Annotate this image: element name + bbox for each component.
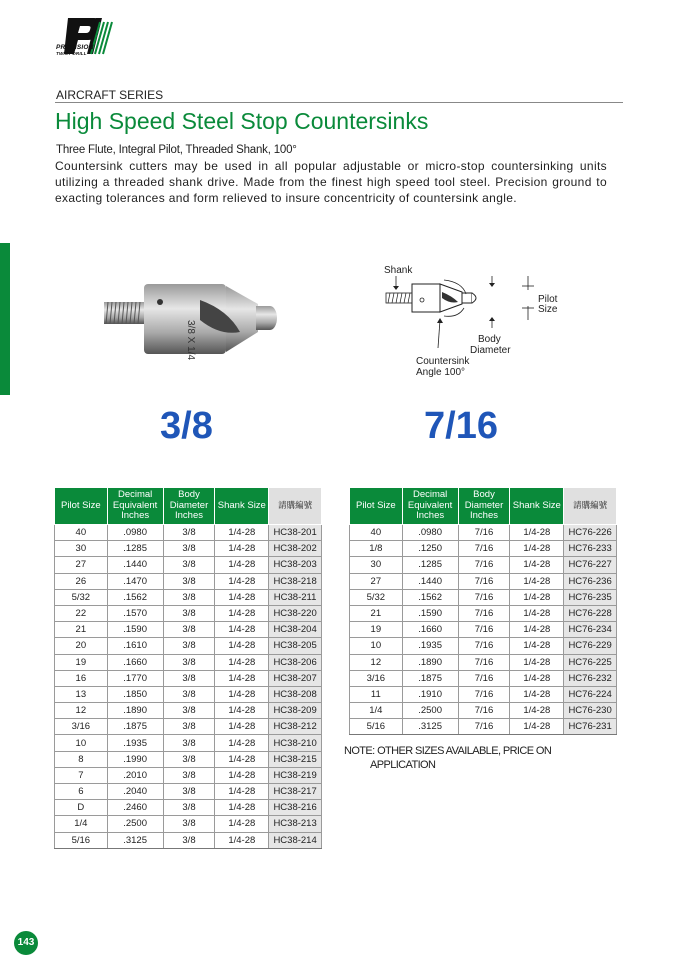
cell-shank-size: 1/4-28: [215, 832, 269, 848]
cell-pilot-size: 7: [55, 767, 108, 783]
cell-shank-size: 1/4-28: [215, 816, 269, 832]
cell-shank-size: 1/4-28: [215, 735, 269, 751]
cell-shank-size: 1/4-28: [510, 605, 564, 621]
table-row: [55, 767, 322, 783]
cell-body-diameter: 3/8: [163, 557, 215, 573]
product-description: Countersink cutters may be used in all popular adjustable or micro-stop countersinking units utilizing a threaded shank drive. Made from the finest high speed tool steel. Precision ground to exacting tolerances and form relieved to insure concentricity of countersink angle.: [55, 159, 607, 205]
brand-tagline: TWIST DRILL: [56, 51, 87, 56]
cell-shank-size: 1/4-28: [215, 784, 269, 800]
cell-body-diameter: 3/8: [163, 751, 215, 767]
cell-shank-size: 1/4-28: [510, 525, 564, 541]
table-row: [55, 589, 322, 605]
cell-shank-size: 1/4-28: [215, 654, 269, 670]
cell-shank-size: 1/4-28: [510, 638, 564, 654]
col-shank-size: Shank Size: [215, 488, 269, 525]
col-decimal: Decimal Equivalent Inches: [402, 488, 458, 525]
cell-pilot-size: 10: [55, 735, 108, 751]
cell-decimal: .0980: [107, 525, 163, 541]
cell-order-code: HC38-213: [269, 816, 322, 832]
cell-shank-size: 1/4-28: [510, 719, 564, 735]
cell-body-diameter: 7/16: [458, 670, 510, 686]
cell-shank-size: 1/4-28: [510, 557, 564, 573]
table-row: [55, 525, 322, 541]
cell-decimal: .2010: [107, 767, 163, 783]
cell-pilot-size: 22: [55, 605, 108, 621]
cell-shank-size: 1/4-28: [215, 557, 269, 573]
cell-body-diameter: 7/16: [458, 686, 510, 702]
diagram-body-label-2: Diameter: [470, 345, 511, 356]
cell-shank-size: 1/4-28: [215, 703, 269, 719]
cell-decimal: .1285: [107, 541, 163, 557]
cell-order-code: HC38-215: [269, 751, 322, 767]
cell-pilot-size: D: [55, 800, 108, 816]
cell-body-diameter: 3/8: [163, 654, 215, 670]
cell-body-diameter: 3/8: [163, 735, 215, 751]
table-row: [55, 557, 322, 573]
cell-shank-size: 1/4-28: [510, 670, 564, 686]
cell-order-code: HC38-220: [269, 605, 322, 621]
cell-pilot-size: 8: [55, 751, 108, 767]
cell-decimal: .2460: [107, 800, 163, 816]
cell-shank-size: 1/4-28: [510, 622, 564, 638]
series-label: AIRCRAFT SERIES: [56, 88, 164, 102]
table-row: [55, 816, 322, 832]
cell-decimal: .1590: [107, 622, 163, 638]
cell-body-diameter: 7/16: [458, 541, 510, 557]
cell-order-code: HC38-201: [269, 525, 322, 541]
table-row: [55, 832, 322, 848]
cell-pilot-size: 1/4: [350, 703, 403, 719]
cell-body-diameter: 3/8: [163, 719, 215, 735]
cell-body-diameter: 3/8: [163, 832, 215, 848]
cell-body-diameter: 7/16: [458, 573, 510, 589]
col-shank-size: Shank Size: [510, 488, 564, 525]
table-row: [350, 573, 617, 589]
col-pilot-size: Pilot Size: [55, 488, 108, 525]
cell-shank-size: 1/4-28: [510, 654, 564, 670]
availability-note: [344, 744, 551, 772]
cell-body-diameter: 3/8: [163, 800, 215, 816]
table-row: [55, 686, 322, 702]
cell-order-code: HC38-205: [269, 638, 322, 654]
cell-order-code: HC76-231: [564, 719, 617, 735]
cell-pilot-size: 16: [55, 670, 108, 686]
cell-body-diameter: 3/8: [163, 622, 215, 638]
cell-decimal: .1875: [107, 719, 163, 735]
table-row: [55, 670, 322, 686]
table-row: [350, 622, 617, 638]
cell-order-code: HC76-233: [564, 541, 617, 557]
cell-order-code: HC76-226: [564, 525, 617, 541]
table-header-row: [350, 488, 617, 525]
cell-order-code: HC38-219: [269, 767, 322, 783]
cell-decimal: .1910: [402, 686, 458, 702]
table-row: [55, 784, 322, 800]
cell-order-code: HC38-211: [269, 589, 322, 605]
diagram-angle-label: Countersink: [416, 356, 470, 367]
cell-shank-size: 1/4-28: [215, 751, 269, 767]
cell-decimal: .1590: [402, 605, 458, 621]
cell-order-code: HC76-229: [564, 638, 617, 654]
cell-shank-size: 1/4-28: [215, 638, 269, 654]
cell-decimal: .2040: [107, 784, 163, 800]
cell-body-diameter: 7/16: [458, 589, 510, 605]
table-row: [350, 686, 617, 702]
cell-shank-size: 1/4-28: [215, 686, 269, 702]
cell-pilot-size: 5/16: [350, 719, 403, 735]
cell-order-code: HC38-202: [269, 541, 322, 557]
col-decimal: Decimal Equivalent Inches: [107, 488, 163, 525]
table-row: [55, 605, 322, 621]
countersink-photo: [100, 280, 290, 360]
cell-shank-size: 1/4-28: [510, 573, 564, 589]
cell-shank-size: 1/4-28: [215, 589, 269, 605]
cell-body-diameter: 3/8: [163, 589, 215, 605]
col-body-diameter: Body Diameter Inches: [458, 488, 510, 525]
brand-name: [56, 45, 94, 57]
cell-body-diameter: 7/16: [458, 703, 510, 719]
cell-pilot-size: 21: [55, 622, 108, 638]
cell-order-code: HC38-207: [269, 670, 322, 686]
cell-body-diameter: 7/16: [458, 622, 510, 638]
cell-body-diameter: 7/16: [458, 525, 510, 541]
size-label-left: 3/8: [160, 405, 213, 447]
cell-body-diameter: 3/8: [163, 605, 215, 621]
cell-pilot-size: 12: [350, 654, 403, 670]
table-row: [55, 638, 322, 654]
cell-pilot-size: 5/32: [350, 589, 403, 605]
diagram-pilot-label: Pilot: [538, 294, 558, 305]
section-tab-bar: [0, 243, 10, 395]
cell-order-code: HC38-209: [269, 703, 322, 719]
cell-shank-size: 1/4-28: [215, 670, 269, 686]
cell-pilot-size: 26: [55, 573, 108, 589]
col-pilot-size: Pilot Size: [350, 488, 403, 525]
cell-decimal: .1470: [107, 573, 163, 589]
cell-pilot-size: 19: [350, 622, 403, 638]
table-row: [350, 557, 617, 573]
cell-shank-size: 1/4-28: [215, 605, 269, 621]
cell-decimal: .0980: [402, 525, 458, 541]
cell-decimal: .1660: [402, 622, 458, 638]
cell-pilot-size: 19: [55, 654, 108, 670]
cell-order-code: HC76-234: [564, 622, 617, 638]
cell-pilot-size: 27: [350, 573, 403, 589]
cell-order-code: HC76-225: [564, 654, 617, 670]
cell-body-diameter: 3/8: [163, 670, 215, 686]
header-divider: [55, 102, 623, 103]
cell-shank-size: 1/4-28: [510, 541, 564, 557]
cell-pilot-size: 6: [55, 784, 108, 800]
cell-decimal: .1770: [107, 670, 163, 686]
cell-order-code: HC76-228: [564, 605, 617, 621]
cell-pilot-size: 3/16: [55, 719, 108, 735]
cell-body-diameter: 3/8: [163, 573, 215, 589]
cell-decimal: .1875: [402, 670, 458, 686]
cell-pilot-size: 10: [350, 638, 403, 654]
table-row: [55, 703, 322, 719]
cell-body-diameter: 3/8: [163, 816, 215, 832]
cell-order-code: HC76-232: [564, 670, 617, 686]
cell-body-diameter: 7/16: [458, 605, 510, 621]
cell-pilot-size: 30: [55, 541, 108, 557]
size-label-right: 7/16: [424, 405, 498, 447]
page-subtitle: Three Flute, Integral Pilot, Threaded Shank, 100°: [56, 144, 297, 156]
cell-body-diameter: 3/8: [163, 703, 215, 719]
cell-shank-size: 1/4-28: [215, 622, 269, 638]
cell-body-diameter: 3/8: [163, 686, 215, 702]
col-order-code: 請購編號: [269, 488, 322, 525]
cell-order-code: HC38-204: [269, 622, 322, 638]
cell-decimal: .3125: [402, 719, 458, 735]
table-row: [55, 735, 322, 751]
cell-shank-size: 1/4-28: [510, 703, 564, 719]
cell-decimal: .2500: [402, 703, 458, 719]
table-row: [55, 800, 322, 816]
cell-shank-size: 1/4-28: [215, 525, 269, 541]
cell-pilot-size: 21: [350, 605, 403, 621]
cell-pilot-size: 40: [55, 525, 108, 541]
cell-pilot-size: 20: [55, 638, 108, 654]
cell-body-diameter: 7/16: [458, 638, 510, 654]
cell-order-code: HC76-235: [564, 589, 617, 605]
cell-decimal: .1935: [402, 638, 458, 654]
cell-pilot-size: 11: [350, 686, 403, 702]
col-order-code: 請購編號: [564, 488, 617, 525]
cell-pilot-size: 30: [350, 557, 403, 573]
table-header-row: [55, 488, 322, 525]
cell-decimal: .1890: [107, 703, 163, 719]
cell-shank-size: 1/4-28: [215, 573, 269, 589]
table-row: [350, 541, 617, 557]
diagram-pilot-label-2: Size: [538, 304, 558, 315]
cell-decimal: .1570: [107, 605, 163, 621]
cell-order-code: HC38-208: [269, 686, 322, 702]
table-row: [350, 670, 617, 686]
cell-body-diameter: 3/8: [163, 525, 215, 541]
cell-decimal: .1935: [107, 735, 163, 751]
table-row: [55, 751, 322, 767]
cell-shank-size: 1/4-28: [215, 800, 269, 816]
cell-body-diameter: 3/8: [163, 638, 215, 654]
table-row: [350, 638, 617, 654]
cell-pilot-size: 12: [55, 703, 108, 719]
cell-decimal: .1285: [402, 557, 458, 573]
table-row: [55, 622, 322, 638]
cell-order-code: HC38-218: [269, 573, 322, 589]
cell-pilot-size: 27: [55, 557, 108, 573]
cell-decimal: .1990: [107, 751, 163, 767]
cell-order-code: HC38-203: [269, 557, 322, 573]
cell-order-code: HC38-210: [269, 735, 322, 751]
diagram-shank-label: Shank: [384, 265, 413, 276]
page-title: High Speed Steel Stop Countersinks: [55, 108, 429, 134]
cell-body-diameter: 7/16: [458, 557, 510, 573]
brand-name-text: PRECISION: [56, 44, 94, 51]
table-row: [55, 573, 322, 589]
cell-body-diameter: 3/8: [163, 767, 215, 783]
cell-body-diameter: 7/16: [458, 654, 510, 670]
col-body-diameter: Body Diameter Inches: [163, 488, 215, 525]
table-row: [350, 703, 617, 719]
cell-order-code: HC76-236: [564, 573, 617, 589]
table-row: [350, 589, 617, 605]
cell-pilot-size: 3/16: [350, 670, 403, 686]
table-row: [350, 719, 617, 735]
cell-order-code: HC38-206: [269, 654, 322, 670]
cell-shank-size: 1/4-28: [510, 589, 564, 605]
table-row: [55, 654, 322, 670]
cell-pilot-size: 5/16: [55, 832, 108, 848]
photo-engraving: 3/8 X 1/4: [185, 320, 196, 360]
cell-pilot-size: 13: [55, 686, 108, 702]
cell-order-code: HC76-227: [564, 557, 617, 573]
cell-decimal: .1250: [402, 541, 458, 557]
cell-pilot-size: 5/32: [55, 589, 108, 605]
cell-decimal: .1660: [107, 654, 163, 670]
cell-shank-size: 1/4-28: [215, 767, 269, 783]
cell-decimal: .1890: [402, 654, 458, 670]
spec-table-left: [54, 487, 322, 849]
cell-decimal: .1562: [402, 589, 458, 605]
spec-table-right: [349, 487, 617, 735]
cell-pilot-size: 40: [350, 525, 403, 541]
cell-decimal: .1440: [402, 573, 458, 589]
table-row: [55, 719, 322, 735]
cell-order-code: HC38-217: [269, 784, 322, 800]
page-number: 143: [14, 931, 38, 955]
cell-shank-size: 1/4-28: [510, 686, 564, 702]
table-row: [350, 605, 617, 621]
cell-body-diameter: 7/16: [458, 719, 510, 735]
cell-shank-size: 1/4-28: [215, 541, 269, 557]
diagram-angle-label-2: Angle 100°: [416, 367, 466, 378]
table-row: [55, 541, 322, 557]
cell-decimal: .1850: [107, 686, 163, 702]
cell-order-code: HC38-216: [269, 800, 322, 816]
cell-order-code: HC76-224: [564, 686, 617, 702]
cell-order-code: HC38-214: [269, 832, 322, 848]
cell-body-diameter: 3/8: [163, 784, 215, 800]
cell-decimal: .2500: [107, 816, 163, 832]
cell-body-diameter: 3/8: [163, 541, 215, 557]
table-row: [350, 525, 617, 541]
cell-pilot-size: 1/8: [350, 541, 403, 557]
cell-order-code: HC38-212: [269, 719, 322, 735]
cell-decimal: .3125: [107, 832, 163, 848]
cell-order-code: HC76-230: [564, 703, 617, 719]
countersink-diagram: [378, 262, 578, 380]
table-row: [350, 654, 617, 670]
cell-shank-size: 1/4-28: [215, 719, 269, 735]
cell-decimal: .1610: [107, 638, 163, 654]
cell-pilot-size: 1/4: [55, 816, 108, 832]
diagram-body-label: Body: [478, 334, 501, 345]
cell-decimal: .1440: [107, 557, 163, 573]
cell-decimal: .1562: [107, 589, 163, 605]
note-line-1: NOTE: OTHER SIZES AVAILABLE, PRICE ON: [344, 745, 552, 757]
note-line-2: APPLICATION: [370, 759, 436, 771]
